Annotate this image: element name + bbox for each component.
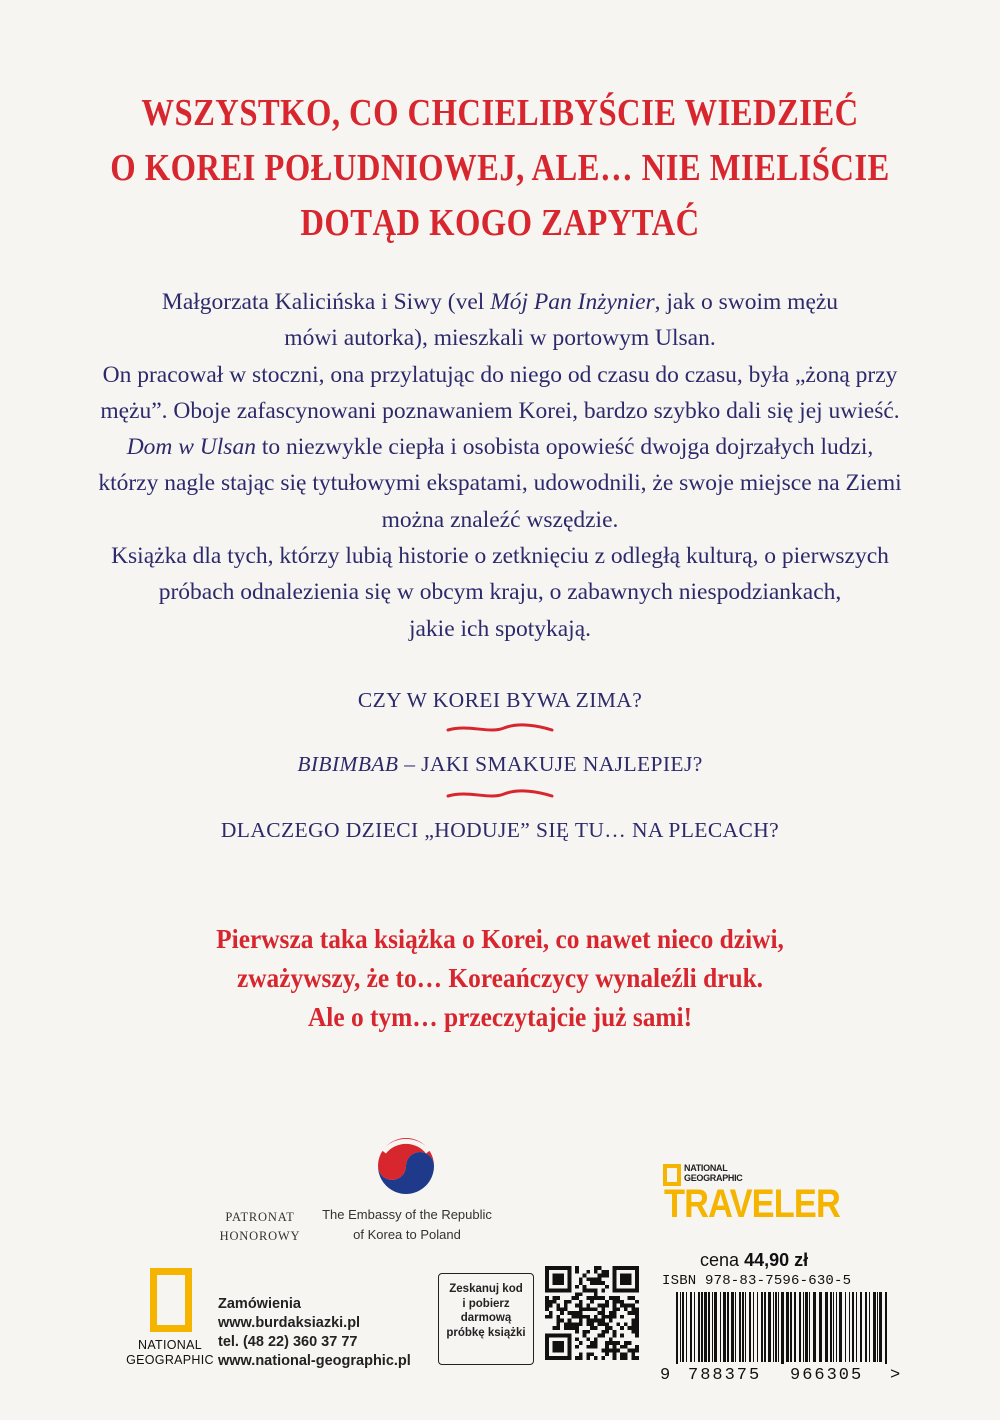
closing-line-1: Pierwsza taka książka o Korei, co nawet nieco dziwi,: [216, 924, 784, 954]
question-2: [0, 752, 1000, 777]
headline-line-2: O KOREI POŁUDNIOWEJ, ALE… NIE MIELIŚCIE: [110, 147, 890, 189]
book-description: [70, 284, 930, 647]
embassy-name: The Embassy of the Republic of Korea to Poland: [322, 1207, 492, 1242]
description-line: jakie ich spotykają.: [408, 615, 592, 642]
description-line: można znaleźć wszędzie.: [381, 506, 619, 533]
description-line: mężu”. Oboje zafascynowani poznawaniem Korei, bardzo szybko dali się jej uwieść.: [100, 397, 900, 424]
order-site-ng: www.national-geographic.pl: [218, 1353, 411, 1369]
scan-instructions: Zeskanuj kod i pobierz darmową próbkę książki: [438, 1273, 534, 1365]
question-2-dish: BIBIMBAB: [297, 752, 399, 776]
barcode-digit-first: 9: [660, 1366, 671, 1385]
description-line: mówi autorka), mieszkali w portowym Ulsan.: [284, 325, 716, 352]
closing-line-3: Ale o tym… przeczytajcie już sami!: [307, 1002, 693, 1032]
description-line: On pracował w stoczni, ona przylatując do niego od czasu do czasu, była „żoną przy: [102, 361, 898, 388]
description-line: Małgorzata Kalicińska i Siwy (vel Mój Pan Inżynier, jak o swoim mężu: [161, 289, 839, 315]
description-line: Dom w Ulsan to niezwykle ciepła i osobista opowieść dwojga dojrzałych ludzi,: [126, 434, 874, 461]
order-title: Zamówienia: [218, 1296, 301, 1312]
isbn: ISBN 978-83-7596-630-5: [662, 1273, 852, 1289]
squiggle-divider-1: [444, 722, 556, 736]
order-site-burda: www.burdaksiazki.pl: [218, 1315, 361, 1331]
barcode-digits-left: 788375: [688, 1366, 762, 1385]
order-phone: tel. (48 22) 360 37 77: [218, 1334, 358, 1350]
headline-line-1: WSZYSTKO, CO CHCIELIBYŚCIE WIEDZIEĆ: [141, 92, 859, 134]
traveler-ng-label: NATIONAL GEOGRAPHIC: [684, 1163, 743, 1183]
barcode-arrow: >: [890, 1366, 901, 1385]
price-value: 44,90 zł: [744, 1250, 809, 1270]
price: [700, 1250, 808, 1271]
squiggle-divider-2: [444, 788, 556, 802]
closing-line-2: zważywszy, że to… Koreańczycy wynaleźli druk.: [236, 963, 764, 993]
headline: [70, 86, 930, 251]
description-line: Książka dla tych, którzy lubią historie o zetknięciu z odległą kulturą, o pierwszych: [111, 543, 889, 570]
description-line: którzy nagle stając się tytułowymi ekspatami, udowodnili, że swoje miejsce na Ziemi: [98, 470, 902, 497]
barcode-digits-right: 966305: [790, 1366, 864, 1385]
question-3: DLACZEGO DZIECI „HODUJE” SIĘ TU… NA PLECACH?: [220, 818, 780, 842]
national-geographic-label: NATIONAL GEOGRAPHIC: [126, 1338, 214, 1367]
barcode: [676, 1292, 896, 1364]
description-line: próbach odnalezienia się w obcym kraju, o zabawnych niespodziankach,: [158, 579, 842, 606]
qr-code[interactable]: [545, 1266, 639, 1360]
question-1: CZY W KOREI BYWA ZIMA?: [357, 688, 643, 712]
national-geographic-logo-icon: [150, 1268, 192, 1332]
korea-government-emblem-icon: [370, 1130, 442, 1202]
headline-line-3: DOTĄD KOGO ZAPYTAĆ: [300, 202, 700, 244]
closing-statement: [30, 920, 970, 1037]
order-info: [218, 1295, 411, 1371]
question-2-text: – JAKI SMAKUJE NAJLEPIEJ?: [398, 752, 703, 776]
traveler-logo: TRAVELER: [664, 1182, 840, 1226]
price-label: cena: [700, 1250, 740, 1270]
honorary-patronage-label: PATRONAT HONOROWY: [219, 1210, 301, 1243]
